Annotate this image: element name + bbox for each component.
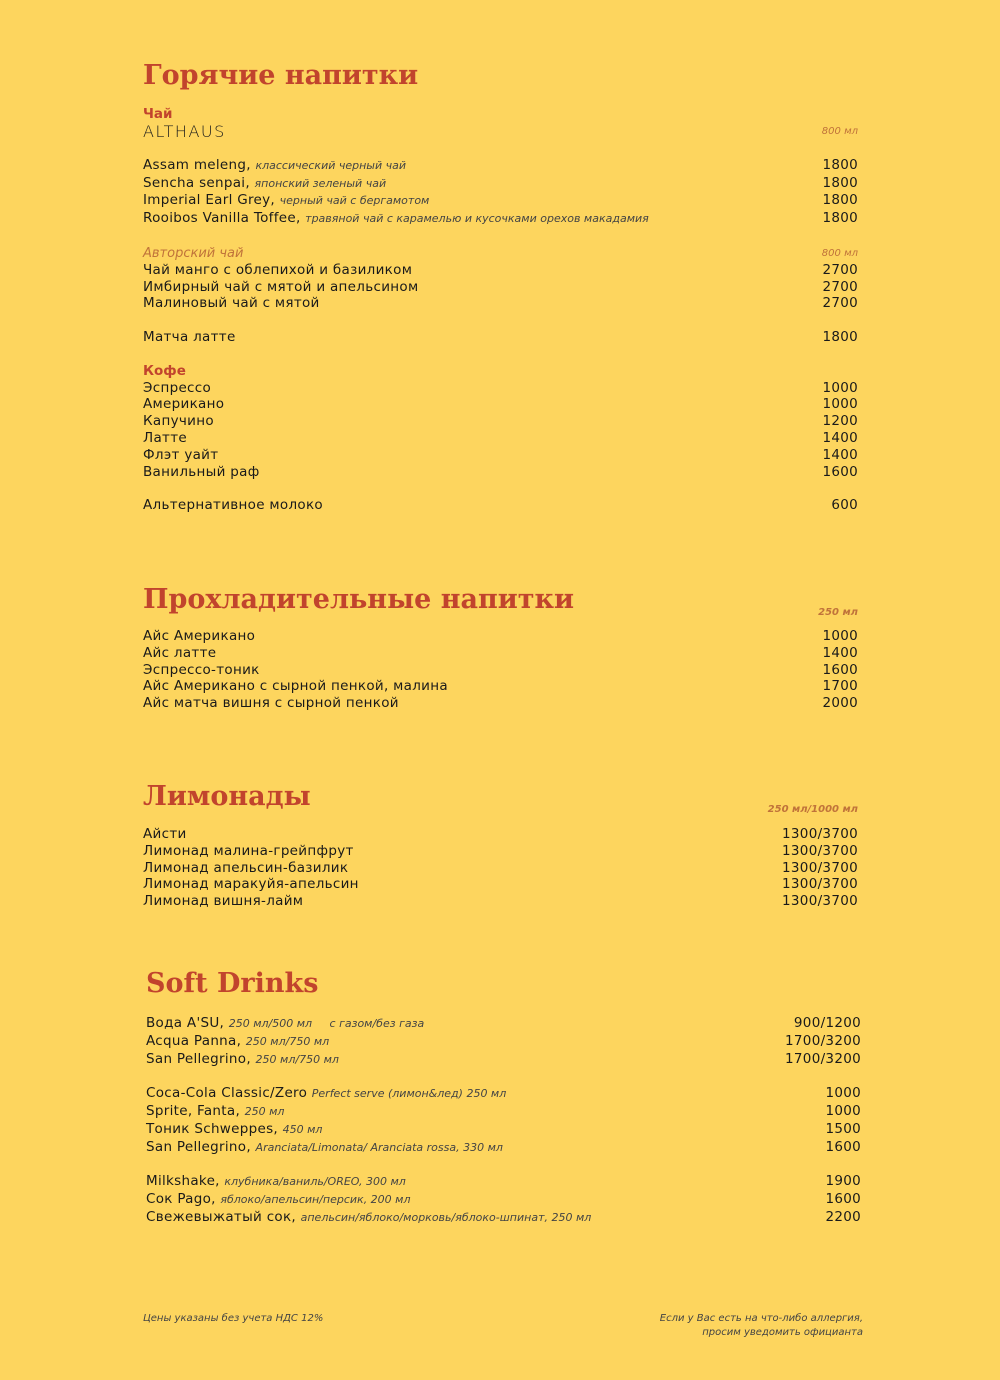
tea-label: Чай <box>143 106 173 122</box>
list-item <box>143 295 858 312</box>
item-price: 1800 <box>822 328 858 345</box>
item-name: Acqua Panna, <box>146 1032 242 1049</box>
item-price: 1300/3700 <box>782 842 858 859</box>
item-price: 1300/3700 <box>782 893 858 910</box>
item-price: 1300/3700 <box>782 876 858 893</box>
lemonades-volume: 250 мл/1000 мл <box>767 804 858 815</box>
item-description: яблоко/апельсин/персик, 200 мл <box>220 1192 411 1206</box>
list-item <box>143 662 858 679</box>
cold-drinks-title-text: Прохладительные напитки <box>143 584 575 615</box>
item-price: 2700 <box>822 261 858 278</box>
list-item <box>146 1209 861 1227</box>
item-description: 250 мл/750 мл <box>245 1034 330 1048</box>
list-item <box>143 192 858 210</box>
list-item <box>143 380 858 397</box>
list-item <box>143 447 858 464</box>
list-item <box>143 876 858 893</box>
author-tea-label: Авторский чай <box>143 245 244 261</box>
item-price: 1800 <box>822 210 858 227</box>
item-name: Латте <box>143 429 187 446</box>
item-name: Имбирный чай с мятой и апельсином <box>143 278 419 295</box>
item-price: 1500 <box>825 1120 861 1137</box>
item-name: Флэт уайт <box>143 446 219 463</box>
item-description: 250 мл/500 мл с газом/без газа <box>228 1017 425 1030</box>
list-item <box>143 262 858 279</box>
item-price: 1600 <box>822 463 858 480</box>
list-item <box>146 1103 861 1121</box>
list-item <box>143 860 858 877</box>
item-name: Айс матча вишня с сырной пенкой <box>143 695 399 712</box>
cold-drinks-volume: 250 мл <box>818 607 858 618</box>
item-name: Sprite, Fanta, <box>146 1102 241 1119</box>
item-price: 1800 <box>822 156 858 173</box>
item-price: 1300/3700 <box>782 859 858 876</box>
item-name: Чай манго с облепихой и базиликом <box>143 261 413 278</box>
list-item <box>143 826 858 843</box>
item-price: 1800 <box>822 192 858 209</box>
tea-volume: 800 мл <box>821 126 858 137</box>
item-description: черный чай с бергамотом <box>279 194 430 208</box>
item-price: 1600 <box>822 661 858 678</box>
item-price: 2700 <box>822 295 858 312</box>
coffee-label: Кофе <box>143 362 186 379</box>
item-price: 2000 <box>822 695 858 712</box>
soft-drinks-title: Soft Drinks <box>146 968 319 999</box>
list-item <box>146 1051 861 1069</box>
item-name: Сок Pago, <box>146 1190 216 1207</box>
list-item <box>146 1033 861 1051</box>
item-price: 600 <box>831 497 858 514</box>
list-item <box>146 1085 861 1103</box>
item-name: Imperial Earl Grey, <box>143 192 276 209</box>
cold-drinks-section <box>143 584 858 712</box>
item-name: Ванильный раф <box>143 463 260 480</box>
list-item <box>143 396 858 413</box>
item-name: Альтернативное молоко <box>143 497 323 514</box>
list-item-matcha <box>143 329 858 346</box>
item-name: Лимонад маракуйя-апельсин <box>143 876 359 893</box>
item-description: травяной чай с карамелью и кусочками орехов макадамия <box>305 212 649 226</box>
list-item <box>143 893 858 910</box>
list-item <box>143 413 858 430</box>
allergy-note-line-1: Если у Вас есть на что-либо аллергия, <box>659 1313 863 1324</box>
list-item <box>143 695 858 712</box>
cold-drinks-list <box>143 628 858 712</box>
item-name: San Pellegrino, <box>146 1138 251 1155</box>
item-price: 1900 <box>825 1173 861 1190</box>
list-item <box>143 175 858 193</box>
item-price: 1600 <box>825 1190 861 1207</box>
lemonades-section <box>143 781 858 910</box>
item-name: Лимонад малина-грейпфрут <box>143 842 354 859</box>
item-name: Sencha senpai, <box>143 174 250 191</box>
lemonades-title-text: Лимонады <box>143 781 311 812</box>
item-price: 1000 <box>822 628 858 644</box>
allergy-note-line-2: просим уведомить официанта <box>702 1327 863 1338</box>
item-name: Айс Американо <box>143 628 256 644</box>
item-name: Milkshake, <box>146 1173 220 1190</box>
item-description: классический черный чай <box>255 158 407 172</box>
item-price: 1700/3200 <box>785 1032 861 1049</box>
item-description: апельсин/яблоко/морковь/яблоко-шпинат, 250 мл <box>300 1210 592 1224</box>
item-price: 1700/3200 <box>785 1050 861 1067</box>
item-price: 1700 <box>822 678 858 695</box>
soft-drinks-section <box>146 968 861 1227</box>
item-price: 1400 <box>822 429 858 446</box>
list-item <box>143 628 858 645</box>
item-name: Капучино <box>143 413 214 430</box>
item-price: 900/1200 <box>793 1015 861 1031</box>
item-description: 250 мл/750 мл <box>255 1052 339 1066</box>
hot-drinks-title: Горячие напитки <box>143 60 419 91</box>
author-tea-header <box>143 245 858 262</box>
item-name: Эспрессо <box>143 379 212 396</box>
water-list <box>146 1015 861 1068</box>
item-name: Эспрессо-тоник <box>143 661 260 678</box>
item-price: 2700 <box>822 278 858 295</box>
item-description: 250 мл <box>244 1104 285 1118</box>
item-name: Американо <box>143 396 225 413</box>
item-price: 1000 <box>822 396 858 413</box>
item-description: Aranciata/Limonata/ Aranciata rossa, 330 мл <box>255 1140 503 1154</box>
lemonades-list <box>143 826 858 910</box>
list-item <box>143 210 858 228</box>
item-description: японский зеленый чай <box>254 176 387 190</box>
cold-drinks-title <box>143 584 858 616</box>
item-name: Малиновый чай с мятой <box>143 295 320 312</box>
lemonades-title <box>143 781 858 813</box>
item-price: 1300/3700 <box>782 826 858 842</box>
coffee-list <box>143 380 858 481</box>
list-item <box>143 645 858 662</box>
item-price: 2200 <box>825 1208 861 1225</box>
item-name: Rooibos Vanilla Toffee, <box>143 210 301 227</box>
althaus-brand <box>143 123 858 140</box>
item-name: Лимонад вишня-лайм <box>143 893 304 910</box>
vat-note: Цены указаны без учета НДС 12% <box>143 1313 324 1324</box>
hot-drinks-section <box>143 60 858 514</box>
item-name: Тоник Schweppes, <box>146 1120 279 1137</box>
list-item <box>146 1121 861 1139</box>
author-tea-list <box>143 262 858 312</box>
list-item <box>143 279 858 296</box>
item-description: 450 мл <box>282 1122 323 1136</box>
list-item <box>146 1139 861 1157</box>
item-name: Айс латте <box>143 644 217 661</box>
list-item <box>143 430 858 447</box>
item-description: Perfect serve (лимон&лед) 250 мл <box>311 1087 507 1101</box>
list-item <box>146 1191 861 1209</box>
item-price: 1600 <box>825 1138 861 1155</box>
item-name: Вода A'SU, <box>146 1015 225 1031</box>
list-item-alt-milk <box>143 497 858 514</box>
list-item <box>146 1173 861 1191</box>
item-name: Свежевыжатый сок, <box>146 1208 297 1225</box>
item-name: Айсти <box>143 826 187 842</box>
item-price: 1000 <box>825 1102 861 1119</box>
item-name: Assam meleng, <box>143 156 251 173</box>
allergy-note <box>660 1312 863 1340</box>
item-price: 1200 <box>822 413 858 430</box>
item-price: 1000 <box>822 379 858 396</box>
item-name: Coca-Cola Classic/Zero <box>146 1085 308 1102</box>
brand-logo-text: ALTHAUS <box>143 122 226 141</box>
list-item <box>143 843 858 860</box>
list-item <box>143 464 858 481</box>
author-tea-volume: 800 мл <box>821 247 858 259</box>
item-price: 1400 <box>822 644 858 661</box>
list-item <box>146 1015 861 1033</box>
sodas-list <box>146 1085 861 1156</box>
item-description: клубника/ваниль/OREO, 300 мл <box>224 1175 406 1189</box>
list-item <box>143 678 858 695</box>
list-item <box>143 157 858 175</box>
item-name: Айс Американо с сырной пенкой, малина <box>143 678 448 695</box>
item-price: 1400 <box>822 446 858 463</box>
tea-list <box>143 157 858 228</box>
other-drinks-list <box>146 1173 861 1226</box>
item-price: 1800 <box>822 174 858 191</box>
item-price: 1000 <box>825 1085 861 1102</box>
item-name: Лимонад апельсин-базилик <box>143 859 349 876</box>
item-name: Матча латте <box>143 328 236 345</box>
item-name: San Pellegrino, <box>146 1050 251 1067</box>
